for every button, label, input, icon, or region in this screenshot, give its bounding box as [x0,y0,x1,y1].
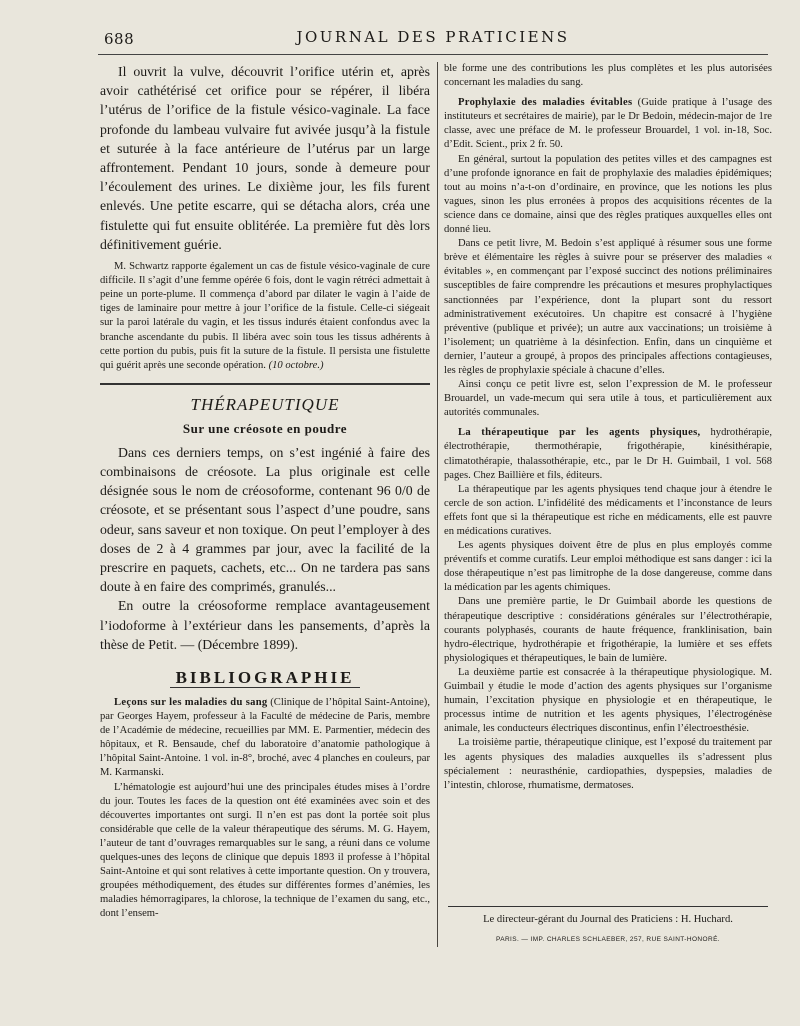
paragraph-bedoin: Dans ce petit livre, M. Bedoin s’est appliqué à résumer sous une forme brève et élémentaire les règles à suivre pour se préserver des maladies « évitables », en commençant par l’exposé succinct des notions préliminaires susceptibles de faire comprendre les précautions et mesures prophylactiques sanctionnées par l’expérience, dont la plupart sont du ressort administrativement exécutoires. Un chapitre est consacré à l’hygiène préventive (publique et privée); un autre aux vaccinations; un troisième à l’isolement; un quatrième à la désinfection. Enfin, dans un cinquième et dernier, l’auteur a groupé, à propos des principales affections contagieuses, les règles de prophylaxie spéciale à chacune d’elles. [444,238,772,376]
imprimeur-line: PARIS. — IMP. CHARLES SCHLAEBER, 257, RUE SAINT-HONORÉ. [495,936,721,943]
journal-title: JOURNAL DES PRATICIENS [296,28,570,46]
column-divider [437,62,438,947]
paragraph-lecons [100,696,430,781]
left-column [100,62,430,922]
paragraph-lecons-text: (Clinique de l’hôpital Saint-Antoine), par Georges Hayem, professeur à la Faculté de médecine de Paris, membre de l’Académie de médecine, recueillies par MM. E. Parmentier, médecin des hôpitaux, et R. Bensaude, chef du laboratoire d’anatomie pathologique à l’hôpital Saint-Antoine. 1 vol. in-8°, broché, avec 4 planches en couleurs, par M. Karmanski. [100,697,430,779]
header-rule [98,54,768,55]
paragraph-continuation: ble forme une des contributions les plus complètes et les plus autorisées concernant les maladies du sang. [444,63,772,89]
date-10-octobre: (10 octobre.) [268,359,324,371]
paragraph-prophylaxie [444,96,772,152]
paragraph-hematologie: L’hématologie est aujourd’hui une des principales études mises à l’ordre du jour. Toutes les faces de la question ont été examinées avec soin et des découvertes importantes ont surgi. Il n’en est pas dont la portée soit plus considérable que celle de la valeur thérapeutique des sérums. M. G. Hayem, l’auteur de tant d’ouvrages remarquables sur le sang, a réuni dans ce volume quelques-unes des leçons de clinique que depuis 1893 il professe à l’hôpital Saint-Antoine et qui sont relatives à cette importante question. On y trouvera, groupées méthodiquement, des études sur différentes formes d’anémies, les maladies hémorragipares, la chlorose, la technique de l’examen du sang, etc., dont l’ensem- [100,781,430,920]
bibliographie-label: BIBLIOGRAPHIE [170,668,361,688]
paragraph-agents-physiques [444,426,772,482]
book-title-prophylaxie: Prophylaxie des maladies évitables [458,97,633,109]
paragraph-premiere-partie: Dans une première partie, le Dr Guimbail aborde les questions de thérapeutique descriptive : considérations générales sur l’électrothérapie, courants polyphasés, courants de haute fréquence, franklinisation, bain hydro-électrique, hydrothérapie et frigothérapie, la lumière et ses effets physiologiques et thérapeutiques, le bain de lumière. [444,596,772,664]
page-header [98,26,768,56]
paragraph-schwartz-text: M. Schwartz rapporte également un cas de fistule vésico-vaginale de cure difficile. Il s’agit d’une femme opérée 6 fois, dont le vagin rétréci admettait à peine un porte-plume. Il commença d’abord par dilater le vagin à l’aide de tiges de laminaire pour mettre à jour l’orifice de la fistule. Celle-ci siégeait sur la paroi latérale du vagin, et les tissus indurés étaient confondus avec la branche ascendante du pubis. Il libéra avec soin tous les tissus adhérents à cette portion du pubis, puis fit la suture de la fistule. Il persista une fistulette qui guérit après une seconde opération. [100,261,430,371]
paragraph-fistule-1: Il ouvrit la vulve, découvrit l’orifice utérin et, après avoir cathétérisé cet orifice pour se répérer, il libéra l’utérus de l’orifice de la fistule vésico-vaginale. La face profonde du lambeau vulvaire fut avivée jusqu’à la fistule et suturée à la face antérieure de l’utérus par un large affrontement. Pendant 10 jours, sonde à demeure pour l’écoulement des urines. Le dixième jour, les fils furent enlevés. Une petite escarre, qui se détacha alors, créa une fistulette qui fut ensuite oblitérée. La première fut dès lors définitivement guérie. [100,64,430,252]
paragraph-agents-preventifs: Les agents physiques doivent être de plus en plus employés comme préventifs et comme curatifs. Leur emploi méthodique est sans danger : ici la dose thérapeutique n’est pas limitrophe de la dose dangereuse, comme dans la médication par les agents chimiques. [444,540,772,594]
section-title-therapeutique: THÉRAPEUTIQUE [190,394,340,414]
directeur-gerant-line: Le directeur-gérant du Journal des Praticiens : H. Huchard. [483,914,733,925]
right-column [444,62,772,793]
footer-rule [448,906,768,907]
paragraph-vade-mecum: Ainsi conçu ce petit livre est, selon l’expression de M. le professeur Brouardel, un vade-mecum qui sera utile à tous, et particulièrement aux autorités communales. [444,379,772,419]
section-rule [100,383,430,385]
book-title-agents-physiques: La thérapeutique par les agents physiques, [458,427,701,439]
paragraph-deuxieme-partie: La deuxième partie est consacrée à la thérapeutique physiologique. M. Guimbail y étudie le mode d’action des agents physiques sur l’organisme humain, l’excitation physique en physiologie et en thérapeutique, le processus intime de nutrition et les agents physiques, l’électrogénèse animale, les conducteurs électriques discontinus, enfin l’électroesthésie. [444,666,772,735]
paragraph-troisieme-partie: La troisième partie, thérapeutique clinique, est l’exposé du traitement par les agents physiques des maladies auxquelles ils s’adressent plus spécialement : neurasthénie, cardiopathies, dyspepsies, maladies de l’intestin, chlorose, rhumatisme, dermatoses. [444,737,772,791]
paragraph-therapeutique-tend: La thérapeutique par les agents physiques tend chaque jour à étendre le cercle de son action. L’infidélité des médicaments et l’inconstance de leurs effets font que si la thérapeutique est riche en médicaments, elle est pauvre en médications curatives. [444,483,772,537]
subsection-title-creosote: Sur une créosote en poudre [182,420,348,436]
paragraph-creosote-1: Dans ces derniers temps, on s’est ingénié à faire des combinaisons de créosote. La plus originale est celle désignée sous le nom de créosoforme, contenant 96 0/0 de créosote, et se présentant sous l’aspect d’une poudre, sans odeur, sans saveur et non toxique. On peut l’employer à des doses de 2 à 4 grammes par jour, avec la facilité de la prescrire en paquets, cachets, etc... On ne tardera pas sans doute à en faire des comprimés, granulés... [100,444,430,595]
section-title-bibliographie [100,668,430,688]
paragraph-creosote-2: En outre la créosoforme remplace avantageusement l’iodoforme à l’extérieur dans les pansements, d’après la thèse de Petit. — (Décembre 1899). [100,598,430,652]
paragraph-agents-physiques-text: hydrothérapie, électrothérapie, thermothérapie, frigothérapie, kinésithérapie, climatothérapie, thalassothérapie, etc., par le Dr H. Guimbail, 1 vol. 568 pages. Chez Baillière et fils, éditeurs. [444,427,772,481]
page-number: 688 [104,30,135,48]
book-title-lecons: Leçons sur les maladies du sang [114,697,268,709]
paragraph-schwartz [100,260,430,373]
paragraph-prophylaxie-text: (Guide pratique à l’usage des instituteurs et secrétaires de mairie), par le Dr Bedoin, médecin-major de 1re classe, avec une préface de M. le professeur Brouardel, 1 vol. in-18, Soc. d’Edit. Scient., prix 2 fr. 50. [444,97,772,151]
paragraph-en-general: En général, surtout la population des petites villes et des campagnes est d’une profonde ignorance en fait de prophylaxie des maladies épidémiques; tout au moins n’a-t-on d’ordinaire, en province, que les notions les plus vagues, sinon les plus erronées à propos des acquisitions récentes de la science dans ce domaine, ainsi que des règles pratiques auxquelles elles ont donné lieu. [444,153,772,236]
